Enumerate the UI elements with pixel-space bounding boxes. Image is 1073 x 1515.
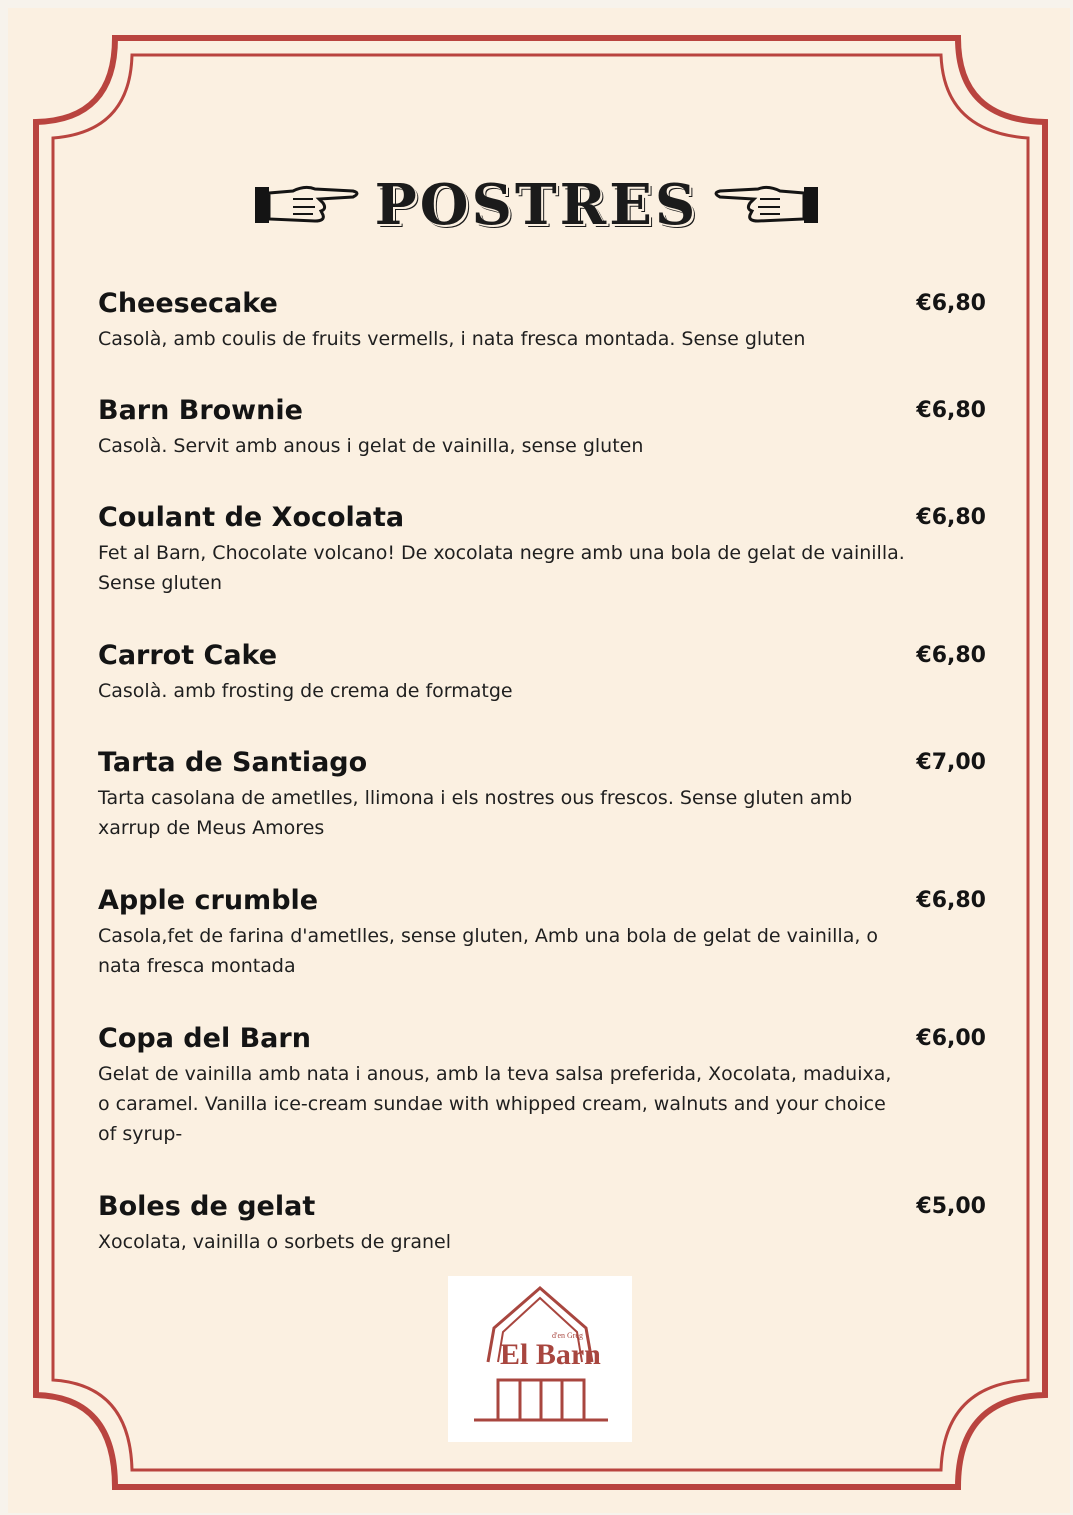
- item-price: €6,00: [916, 1026, 986, 1051]
- item-price: €5,00: [916, 1194, 986, 1219]
- item-description: Gelat de vainilla amb nata i anous, amb la teva salsa preferida, Xocolata, maduixa, o caramel. Vanilla ice-cream sundae with whipped cream, walnuts and your choice of syrup-: [98, 1063, 892, 1145]
- item-name: Boles de gelat: [98, 1191, 316, 1222]
- logo-small-text: d'en Greg: [552, 1331, 583, 1340]
- item-price: €6,80: [916, 643, 986, 668]
- item-price: €6,80: [916, 505, 986, 530]
- item-description: Casolà. Servit amb anous i gelat de vainilla, sense gluten: [98, 435, 644, 457]
- item-price: €6,80: [916, 398, 986, 423]
- item-name: Apple crumble: [98, 885, 319, 916]
- menu-item-copa-barn: [98, 1019, 986, 1187]
- barn-logo: [448, 1276, 632, 1442]
- menu-item-barn-brownie: [98, 391, 986, 498]
- menu-item-carrot-cake: [98, 636, 986, 743]
- item-price: €6,80: [916, 888, 986, 913]
- menu-item-coulant: [98, 498, 986, 636]
- item-price: €7,00: [916, 750, 986, 775]
- item-name: Cheesecake: [98, 288, 278, 319]
- item-name: Barn Brownie: [98, 395, 303, 426]
- item-description: Tarta casolana de ametlles, llimona i els nostres ous frescos. Sense gluten amb xarrup de Meus Amores: [98, 787, 853, 839]
- menu-item-cheesecake: [98, 284, 986, 391]
- item-name: Copa del Barn: [98, 1023, 311, 1054]
- menu-item-apple-crumble: [98, 881, 986, 1019]
- item-description: Casolà. amb frosting de crema de formatge: [98, 680, 513, 702]
- item-description: Xocolata, vainilla o sorbets de granel: [98, 1231, 451, 1253]
- pointing-hand-left-icon: [710, 181, 820, 229]
- item-description: Casolà, amb coulis de fruits vermells, i nata fresca montada. Sense gluten: [98, 328, 806, 350]
- title-row: [0, 170, 1073, 240]
- barn-logo-icon: [448, 1276, 632, 1442]
- item-description: Casola,fet de farina d'ametlles, sense gluten, Amb una bola de gelat de vainilla, o nata fresca montada: [98, 925, 879, 977]
- item-name: Coulant de Xocolata: [98, 502, 405, 533]
- item-name: Tarta de Santiago: [98, 747, 368, 778]
- item-name: Carrot Cake: [98, 640, 278, 671]
- page-title: POSTRES: [374, 172, 699, 238]
- menu-item-boles-gelat: [98, 1187, 986, 1267]
- item-price: €6,80: [916, 291, 986, 316]
- pointing-hand-right-icon: [253, 181, 363, 229]
- logo-text: El Barn: [500, 1338, 601, 1371]
- dessert-menu: [98, 284, 986, 1267]
- item-description: Fet al Barn, Chocolate volcano! De xocolata negre amb una bola de gelat de vainilla. Sense gluten: [98, 542, 905, 594]
- menu-item-tarta-santiago: [98, 743, 986, 881]
